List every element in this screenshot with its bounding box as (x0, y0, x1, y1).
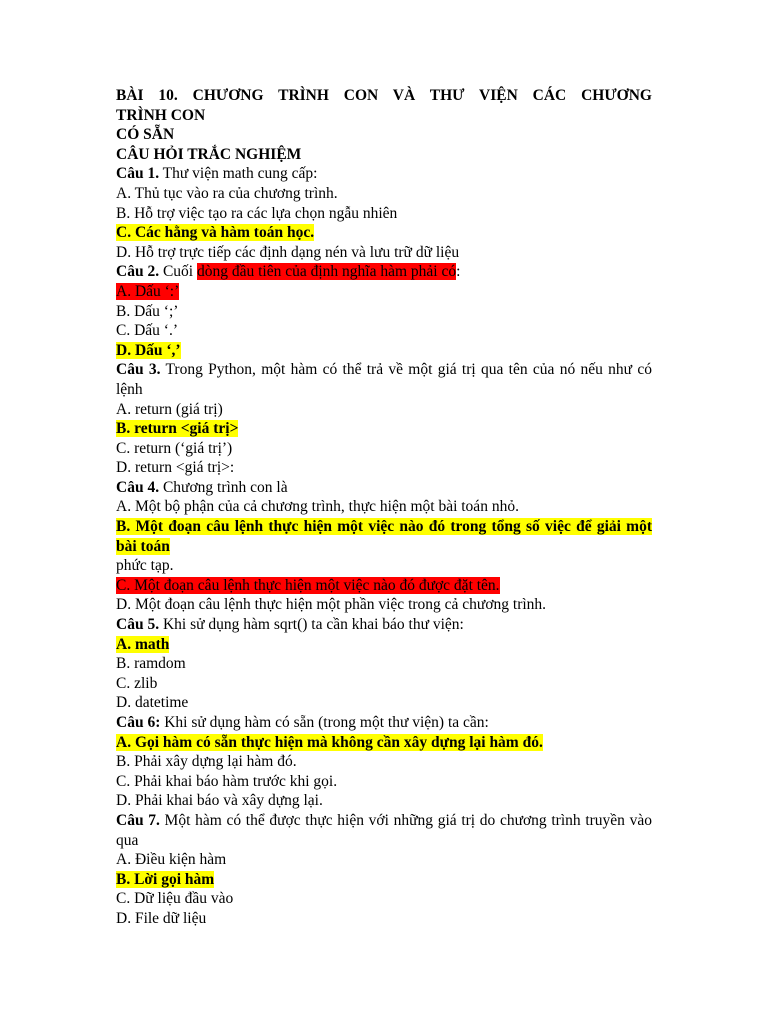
question-7-option-a: A. Điều kiện hàm (116, 851, 227, 869)
question-7-option-c: C. Dữ liệu đầu vào (116, 890, 234, 908)
correct-answer-highlight: B. return <giá trị> (116, 420, 239, 438)
question-label: Câu 7. (116, 811, 160, 829)
title-line-2: TRÌNH CON (116, 106, 206, 124)
question-text: Trong Python, một hàm có thể trả về một giá trị qua tên của nó nếu như có lệnh (116, 361, 652, 398)
question-7-option-d: D. File dữ liệu (116, 909, 207, 927)
question-5-stem (116, 615, 652, 635)
question-3-option-a: A. return (giá trị) (116, 400, 223, 418)
question-3-stem (116, 360, 652, 399)
question-5-option-d: D. datetime (116, 694, 189, 712)
question-2-option-a (116, 282, 652, 302)
document-page (116, 86, 652, 929)
question-6-option-d: D. Phải khai báo và xây dựng lại. (116, 792, 323, 810)
correct-answer-highlight: D. Dấu ‘,’ (116, 341, 181, 359)
question-4-option-a: A. Một bộ phận của cả chương trình, thực hiện một bài toán nhỏ. (116, 498, 519, 516)
question-7 (116, 811, 652, 929)
document-title (116, 86, 652, 164)
title-line-1: BÀI 10. CHƯƠNG TRÌNH CON VÀ THƯ VIỆN CÁC CHƯƠNG (116, 87, 652, 104)
question-label: Câu 4. (116, 478, 160, 496)
correct-answer-highlight: C. Các hằng và hàm toán học. (116, 224, 315, 242)
question-6-option-a (116, 733, 652, 753)
question-3-option-c: C. return (‘giá trị’) (116, 439, 233, 457)
question-1-option-b: B. Hỗ trợ việc tạo ra các lựa chọn ngẫu nhiên (116, 204, 398, 222)
question-1-option-c (116, 223, 652, 243)
question-3 (116, 360, 652, 478)
question-6-option-c: C. Phải khai báo hàm trước khi gọi. (116, 772, 338, 790)
question-1-option-a: A. Thủ tục vào ra của chương trình. (116, 184, 338, 202)
correct-answer-highlight: A. Gọi hàm có sẵn thực hiện mà không cần xây dựng lại hàm đó. (116, 733, 543, 751)
question-1-stem (116, 164, 652, 184)
question-label: Câu 6: (116, 714, 161, 731)
question-text: Khi sử dụng hàm sqrt() ta cần khai báo thư viện: (159, 616, 464, 634)
question-4 (116, 478, 652, 615)
question-6-stem (116, 713, 652, 733)
question-3-option-d: D. return <giá trị>: (116, 459, 235, 477)
question-5-option-c: C. zlib (116, 674, 158, 692)
question-text-end: : (456, 263, 461, 281)
question-label: Câu 2. (116, 263, 160, 281)
question-label: Câu 5. (116, 616, 160, 634)
question-text: Một hàm có thể được thực hiện với những giá trị do chương trình truyền vào qua (116, 811, 652, 849)
question-2-option-d (116, 341, 652, 361)
correct-answer-highlight: A. math (116, 635, 170, 653)
question-2-option-b: B. Dấu ‘;’ (116, 302, 179, 320)
question-6 (116, 713, 652, 811)
red-highlight: dòng đầu tiên của định nghĩa hàm phải có (196, 263, 457, 281)
question-1 (116, 164, 652, 262)
question-4-option-d: D. Một đoạn câu lệnh thực hiện một phần việc trong cả chương trình. (116, 596, 547, 614)
question-text: Thư viện math cung cấp: (159, 165, 318, 183)
section-heading: CÂU HỎI TRẮC NGHIỆM (116, 145, 302, 163)
red-highlight: C. Một đoạn câu lệnh thực hiện một việc nào đó được đặt tên. (116, 576, 500, 594)
question-4-option-b (116, 517, 652, 556)
question-2-option-c: C. Dấu ‘.’ (116, 322, 178, 340)
question-5-option-a (116, 635, 652, 655)
question-label: Câu 1. (116, 165, 160, 183)
red-highlight: A. Dấu ‘:’ (116, 282, 180, 300)
question-1-option-d: D. Hỗ trợ trực tiếp các định dạng nén và lưu trữ dữ liệu (116, 243, 460, 261)
question-label: Câu 3. (116, 361, 161, 379)
question-5 (116, 615, 652, 713)
question-text: Chương trình con là (159, 478, 288, 496)
question-text: Cuối (159, 263, 197, 281)
question-2 (116, 262, 652, 360)
question-3-option-b (116, 419, 652, 439)
question-7-stem (116, 811, 652, 850)
correct-answer-highlight: B. Một đoạn câu lệnh thực hiện một việc nào đó trong tổng số việc để giải một bài toán (116, 518, 652, 555)
question-7-option-b (116, 870, 652, 890)
question-4-option-c (116, 576, 652, 596)
question-4-option-b-continued: phức tạp. (116, 557, 174, 575)
title-line-3: CÓ SẴN (116, 126, 175, 144)
question-5-option-b: B. ramdom (116, 655, 186, 673)
question-2-stem (116, 262, 652, 282)
question-text: Khi sử dụng hàm có sẵn (trong một thư viện) ta cần: (160, 714, 489, 731)
question-6-option-b: B. Phải xây dựng lại hàm đó. (116, 753, 297, 771)
question-4-stem (116, 478, 652, 498)
correct-answer-highlight: B. Lời gọi hàm (116, 870, 215, 888)
